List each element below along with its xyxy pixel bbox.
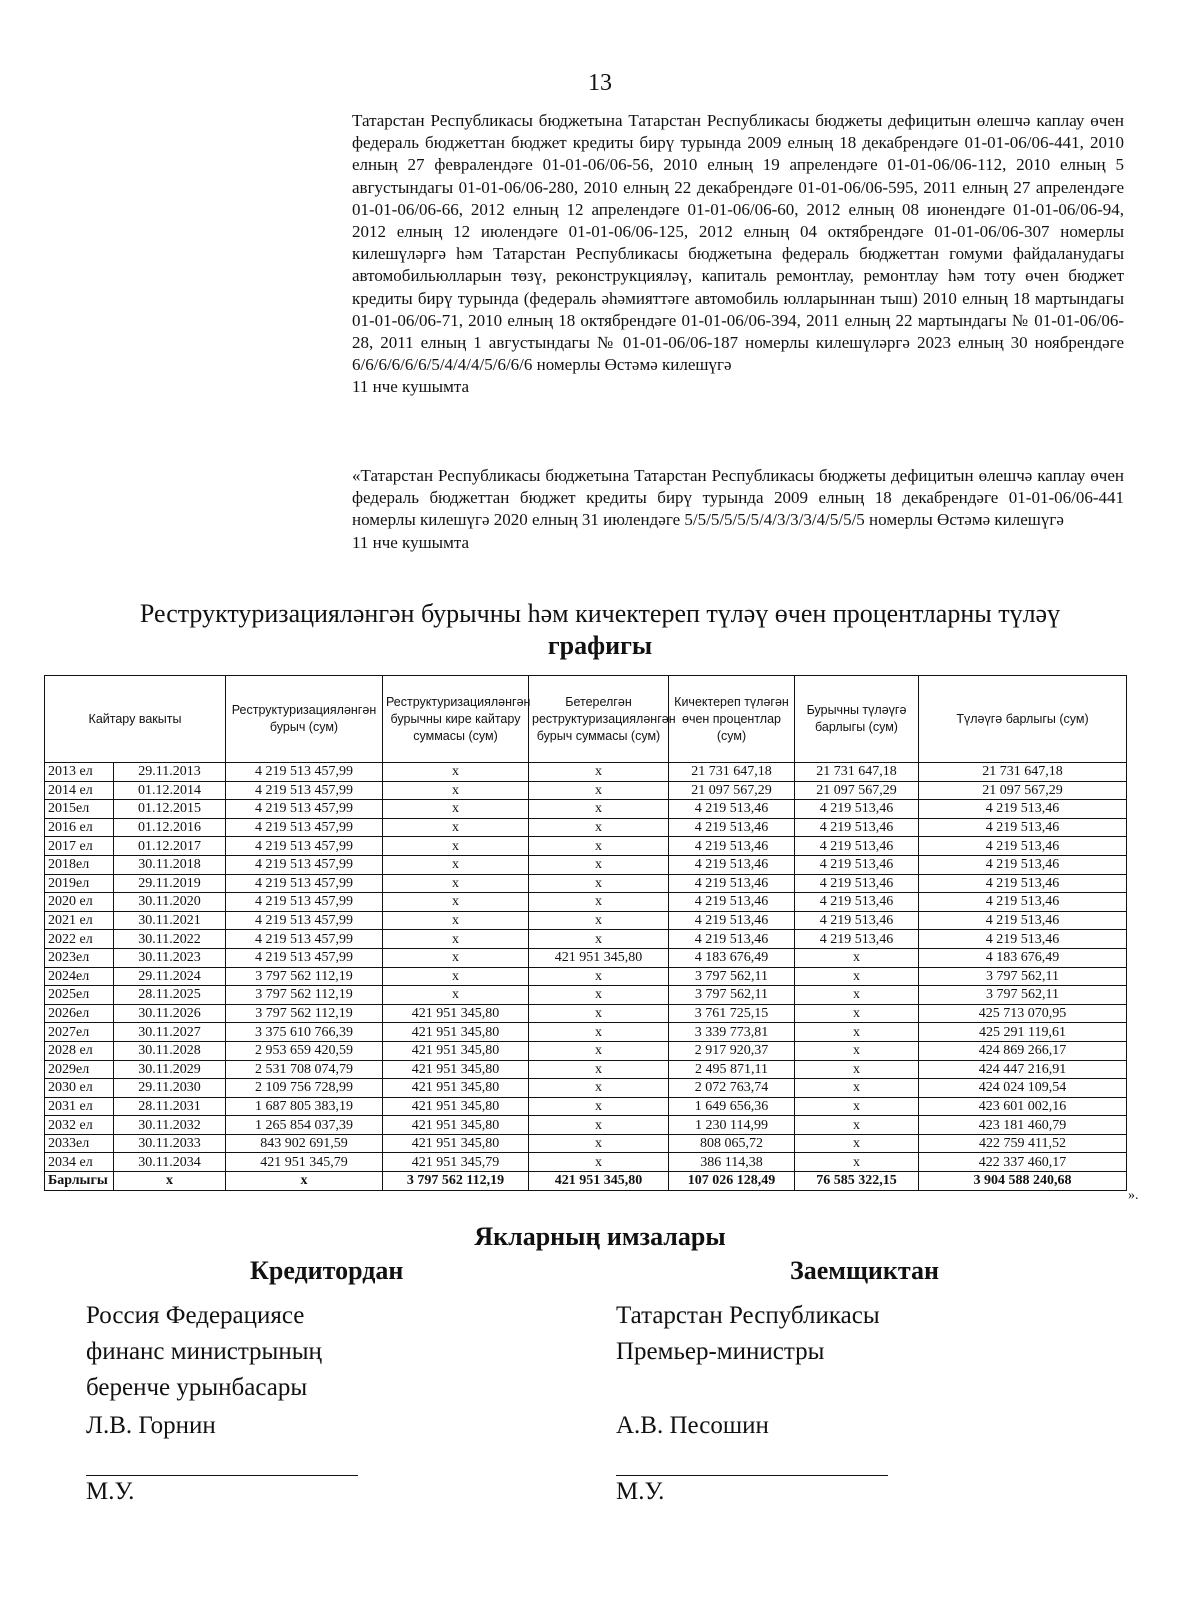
cell-repayment-sum: 421 951 345,79	[383, 1153, 529, 1172]
cell-debt-payment-total: x	[795, 1134, 919, 1153]
closing-quote: ».	[1128, 1188, 1139, 1203]
cell-payment-total: 423 601 002,16	[919, 1097, 1127, 1116]
table-row	[45, 763, 1127, 782]
table-row	[45, 911, 1127, 930]
table-row	[45, 837, 1127, 856]
cell-repayment-sum: x	[383, 837, 529, 856]
preamble-paragraph-1	[352, 110, 1124, 399]
cell-written-off-sum: x	[529, 781, 669, 800]
cell-restructured-debt: 4 219 513 457,99	[226, 781, 383, 800]
creditor-seal-label: М.У.	[86, 1478, 135, 1505]
cell-repayment-sum: x	[383, 893, 529, 912]
cell-date: 30.11.2020	[114, 893, 226, 912]
cell-year: 2021 ел	[45, 911, 114, 930]
header-debt-payment-total: Бурычны түләүгә барлыгы (сум)	[795, 676, 919, 763]
cell-payment-total: 4 219 513,46	[919, 800, 1127, 819]
table-row	[45, 948, 1127, 967]
cell-deferred-interest: 2 495 871,11	[669, 1060, 795, 1079]
cell-restructured-debt: 4 219 513 457,99	[226, 818, 383, 837]
cell-year: 2014 ел	[45, 781, 114, 800]
cell-date: 01.12.2017	[114, 837, 226, 856]
cell-date: 01.12.2014	[114, 781, 226, 800]
cell-year: 2031 ел	[45, 1097, 114, 1116]
header-payment-total: Түләүгә барлыгы (сум)	[919, 676, 1127, 763]
cell-date: 29.11.2024	[114, 967, 226, 986]
cell-deferred-interest: 21 731 647,18	[669, 763, 795, 782]
cell-repayment-sum: x	[383, 855, 529, 874]
cell-date: 30.11.2021	[114, 911, 226, 930]
total-label: Барлыгы	[45, 1172, 114, 1191]
cell-written-off-sum: 421 951 345,80	[529, 948, 669, 967]
cell-deferred-interest: 3 797 562,11	[669, 967, 795, 986]
table-row	[45, 855, 1127, 874]
cell-repayment-sum: x	[383, 763, 529, 782]
cell-debt-payment-total: 21 731 647,18	[795, 763, 919, 782]
cell-restructured-debt: 4 219 513 457,99	[226, 874, 383, 893]
cell-repayment-sum: 421 951 345,80	[383, 1116, 529, 1135]
cell-restructured-debt: 421 951 345,79	[226, 1153, 383, 1172]
cell-date: 30.11.2033	[114, 1134, 226, 1153]
cell-payment-total: 3 797 562,11	[919, 967, 1127, 986]
creditor-heading: Кредитордан	[250, 1256, 404, 1285]
cell-payment-total: 4 219 513,46	[919, 893, 1127, 912]
cell-date: 01.12.2016	[114, 818, 226, 837]
cell-date: 30.11.2029	[114, 1060, 226, 1079]
cell-repayment-sum: x	[383, 967, 529, 986]
table-row	[45, 1153, 1127, 1172]
cell-debt-payment-total: 4 219 513,46	[795, 874, 919, 893]
creditor-organization	[86, 1298, 322, 1406]
cell-payment-total: 424 024 109,54	[919, 1079, 1127, 1098]
cell-debt-payment-total: x	[795, 1060, 919, 1079]
total-cell-payment-total: 3 904 588 240,68	[919, 1172, 1127, 1191]
appendix-label: 11 нче кушымта	[352, 532, 470, 552]
cell-year: 2034 ел	[45, 1153, 114, 1172]
cell-repayment-sum: 421 951 345,80	[383, 1134, 529, 1153]
table-row	[45, 1023, 1127, 1042]
header-return-date: Кайтару вакыты	[45, 676, 226, 763]
cell-restructured-debt: 4 219 513 457,99	[226, 911, 383, 930]
cell-restructured-debt: 1 265 854 037,39	[226, 1116, 383, 1135]
cell-year: 2030 ел	[45, 1079, 114, 1098]
cell-debt-payment-total: x	[795, 1079, 919, 1098]
cell-written-off-sum: x	[529, 911, 669, 930]
cell-year: 2013 ел	[45, 763, 114, 782]
cell-year: 2029ел	[45, 1060, 114, 1079]
page-number: 13	[588, 70, 612, 96]
cell-year: 2024ел	[45, 967, 114, 986]
cell-deferred-interest: 808 065,72	[669, 1134, 795, 1153]
cell-payment-total: 425 291 119,61	[919, 1023, 1127, 1042]
cell-repayment-sum: 421 951 345,80	[383, 1079, 529, 1098]
cell-deferred-interest: 1 649 656,36	[669, 1097, 795, 1116]
cell-repayment-sum: x	[383, 911, 529, 930]
cell-restructured-debt: 4 219 513 457,99	[226, 855, 383, 874]
total-cell-date: x	[114, 1172, 226, 1191]
cell-payment-total: 21 731 647,18	[919, 763, 1127, 782]
cell-payment-total: 4 219 513,46	[919, 837, 1127, 856]
table-row	[45, 1116, 1127, 1135]
cell-deferred-interest: 3 339 773,81	[669, 1023, 795, 1042]
borrower-org-line: Татарстан Республикасы	[616, 1302, 880, 1329]
cell-written-off-sum: x	[529, 967, 669, 986]
cell-payment-total: 4 219 513,46	[919, 911, 1127, 930]
cell-date: 29.11.2013	[114, 763, 226, 782]
cell-deferred-interest: 2 072 763,74	[669, 1079, 795, 1098]
cell-date: 29.11.2019	[114, 874, 226, 893]
cell-repayment-sum: 421 951 345,80	[383, 1041, 529, 1060]
appendix-label: 11 нче кушымта	[352, 377, 470, 397]
cell-payment-total: 3 797 562,11	[919, 986, 1127, 1005]
cell-year: 2033ел	[45, 1134, 114, 1153]
total-cell-deferred-interest: 107 026 128,49	[669, 1172, 795, 1191]
cell-deferred-interest: 2 917 920,37	[669, 1041, 795, 1060]
cell-written-off-sum: x	[529, 1097, 669, 1116]
cell-deferred-interest: 4 219 513,46	[669, 874, 795, 893]
table-row	[45, 893, 1127, 912]
cell-restructured-debt: 1 687 805 383,19	[226, 1097, 383, 1116]
table-row	[45, 781, 1127, 800]
cell-written-off-sum: x	[529, 855, 669, 874]
table-row	[45, 1079, 1127, 1098]
table-row	[45, 967, 1127, 986]
cell-debt-payment-total: 4 219 513,46	[795, 837, 919, 856]
cell-repayment-sum: x	[383, 948, 529, 967]
cell-deferred-interest: 3 797 562,11	[669, 986, 795, 1005]
creditor-org-line: Россия Федерациясе	[86, 1302, 305, 1329]
cell-date: 30.11.2034	[114, 1153, 226, 1172]
cell-payment-total: 4 219 513,46	[919, 874, 1127, 893]
signatures-title: Якларның имзалары	[474, 1222, 726, 1251]
header-written-off-sum: Бетерелгән реструктуризацияләнгән бурыч суммасы (сум)	[529, 676, 669, 763]
cell-restructured-debt: 2 953 659 420,59	[226, 1041, 383, 1060]
cell-repayment-sum: x	[383, 800, 529, 819]
cell-deferred-interest: 3 761 725,15	[669, 1004, 795, 1023]
cell-debt-payment-total: x	[795, 1004, 919, 1023]
cell-year: 2026ел	[45, 1004, 114, 1023]
cell-restructured-debt: 3 375 610 766,39	[226, 1023, 383, 1042]
header-deferred-interest: Кичектереп түләгән өчен процентлар (сум)	[669, 676, 795, 763]
cell-written-off-sum: x	[529, 1004, 669, 1023]
cell-payment-total: 4 219 513,46	[919, 855, 1127, 874]
cell-written-off-sum: x	[529, 930, 669, 949]
cell-repayment-sum: 421 951 345,80	[383, 1060, 529, 1079]
cell-debt-payment-total: x	[795, 1041, 919, 1060]
cell-year: 2018ел	[45, 855, 114, 874]
cell-date: 29.11.2030	[114, 1079, 226, 1098]
cell-debt-payment-total: 4 219 513,46	[795, 911, 919, 930]
cell-year: 2027ел	[45, 1023, 114, 1042]
heading-line-1: Реструктуризацияләнгән бурычны һәм кичектереп түләү өчен процентларны түләү	[139, 599, 1061, 628]
cell-deferred-interest: 21 097 567,29	[669, 781, 795, 800]
cell-written-off-sum: x	[529, 763, 669, 782]
cell-deferred-interest: 386 114,38	[669, 1153, 795, 1172]
cell-written-off-sum: x	[529, 986, 669, 1005]
cell-payment-total: 4 183 676,49	[919, 948, 1127, 967]
cell-date: 30.11.2027	[114, 1023, 226, 1042]
cell-date: 30.11.2018	[114, 855, 226, 874]
cell-payment-total: 422 759 411,52	[919, 1134, 1127, 1153]
table-row	[45, 1060, 1127, 1079]
cell-debt-payment-total: 21 097 567,29	[795, 781, 919, 800]
cell-date: 30.11.2026	[114, 1004, 226, 1023]
cell-year: 2019ел	[45, 874, 114, 893]
creditor-org-line: беренче урынбасары	[86, 1374, 308, 1401]
cell-payment-total: 424 869 266,17	[919, 1041, 1127, 1060]
cell-repayment-sum: x	[383, 874, 529, 893]
cell-payment-total: 425 713 070,95	[919, 1004, 1127, 1023]
cell-restructured-debt: 2 531 708 074,79	[226, 1060, 383, 1079]
cell-written-off-sum: x	[529, 1060, 669, 1079]
cell-payment-total: 423 181 460,79	[919, 1116, 1127, 1135]
creditor-signature-line	[86, 1475, 358, 1476]
cell-deferred-interest: 4 219 513,46	[669, 818, 795, 837]
cell-written-off-sum: x	[529, 837, 669, 856]
table-row	[45, 874, 1127, 893]
table-row	[45, 800, 1127, 819]
borrower-signatory-name: А.В. Песошин	[616, 1412, 769, 1439]
cell-year: 2022 ел	[45, 930, 114, 949]
cell-written-off-sum: x	[529, 893, 669, 912]
creditor-org-line: финанс министрының	[86, 1338, 322, 1365]
cell-repayment-sum: 421 951 345,80	[383, 1097, 529, 1116]
cell-deferred-interest: 4 219 513,46	[669, 930, 795, 949]
preamble-text: «Татарстан Республикасы бюджетына Татарстан Республикасы бюджеты дефицитын өлешчә каплау өчен федераль бюджеттан бюджет кредиты бирү турында 2009 елның 18 декабрендәге 01-01-06/06-441 номерлы килешүгә 2020 елның 31 июлендәге 5/5/5/5/5/5/4/3/3/3/4/5/5/5 номерлы Өстәмә килешүгә	[352, 466, 1124, 530]
cell-year: 2025ел	[45, 986, 114, 1005]
cell-restructured-debt: 3 797 562 112,19	[226, 967, 383, 986]
cell-written-off-sum: x	[529, 818, 669, 837]
cell-payment-total: 422 337 460,17	[919, 1153, 1127, 1172]
cell-year: 2028 ел	[45, 1041, 114, 1060]
payment-schedule-table	[44, 675, 1127, 1191]
cell-restructured-debt: 4 219 513 457,99	[226, 800, 383, 819]
cell-year: 2017 ел	[45, 837, 114, 856]
header-repayment-sum: Реструктуризацияләнгән бурычны кире кайтару суммасы (сум)	[383, 676, 529, 763]
preamble-text: Татарстан Республикасы бюджетына Татарстан Республикасы бюджеты дефицитын өлешчә каплау өчен федераль бюджеттан бюджет кредиты бирү турында 2009 елның 18 декабрендәге 01-01-06/06-441, 2010 елның 27 февралендәге 01-01-06/06-56, 2010 елның 19 апрелендәге 01-01-06/06-112, 2010 елның 5 августындагы 01-01-06/06-280, 2010 елның 22 декабрендәге 01-01-06/06-595, 2011 елның 27 апрелендәге 01-01-06/06-66, 2012 елның 12 апрелендәге 01-01-06/06-60, 2012 елның 08 июнендәге 01-01-06/06-94, 2012 елның 12 июлендәге 01-01-06/06-125, 2012 елның 04 октябрендәге 01-01-06/06-307 номерлы килешүләргә һәм Татарстан Республикасы бюджетына федераль бюджеттан гомуми файдаланудагы автомобильюлларын төзү, реконструкцияләү, капиталь ремонтлау, ремонтлау һәм тоту өчен бюджет кредиты бирү турында (федераль әһәмияттәге автомобиль юлларыннан тыш) 2010 елның 18 мартындагы 01-01-06/06-71, 2010 елның 18 октябрендәге 01-01-06/06-394, 2011 елның 22 мартындагы № 01-01-06/06-28, 2011 елның 1 августындагы № 01-01-06/06-187 номерлы килешүләргә 2023 елның 30 ноябрендәге 6/6/6/6/6/6/5/4/4/4/5/6/6/6 номерлы Өстәмә килешүгә	[352, 111, 1124, 375]
borrower-heading: Заемщиктан	[790, 1256, 939, 1285]
cell-date: 28.11.2031	[114, 1097, 226, 1116]
borrower-org-line: Премьер-министры	[616, 1338, 825, 1365]
cell-written-off-sum: x	[529, 1041, 669, 1060]
cell-repayment-sum: x	[383, 818, 529, 837]
cell-repayment-sum: 421 951 345,80	[383, 1004, 529, 1023]
cell-year: 2032 ел	[45, 1116, 114, 1135]
cell-year: 2023ел	[45, 948, 114, 967]
cell-debt-payment-total: x	[795, 1097, 919, 1116]
cell-payment-total: 4 219 513,46	[919, 930, 1127, 949]
table-row	[45, 1004, 1127, 1023]
table-header-row	[45, 676, 1127, 763]
cell-payment-total: 424 447 216,91	[919, 1060, 1127, 1079]
cell-deferred-interest: 1 230 114,99	[669, 1116, 795, 1135]
cell-written-off-sum: x	[529, 1023, 669, 1042]
borrower-seal-label: М.У.	[616, 1478, 665, 1505]
cell-date: 30.11.2028	[114, 1041, 226, 1060]
cell-debt-payment-total: 4 219 513,46	[795, 930, 919, 949]
creditor-signatory-name: Л.В. Горнин	[86, 1412, 216, 1439]
cell-debt-payment-total: x	[795, 1153, 919, 1172]
cell-payment-total: 21 097 567,29	[919, 781, 1127, 800]
cell-written-off-sum: x	[529, 800, 669, 819]
cell-debt-payment-total: x	[795, 1023, 919, 1042]
table-row	[45, 986, 1127, 1005]
cell-deferred-interest: 4 219 513,46	[669, 800, 795, 819]
cell-restructured-debt: 4 219 513 457,99	[226, 893, 383, 912]
cell-restructured-debt: 4 219 513 457,99	[226, 837, 383, 856]
cell-date: 01.12.2015	[114, 800, 226, 819]
total-cell-written-off-sum: 421 951 345,80	[529, 1172, 669, 1191]
cell-year: 2015ел	[45, 800, 114, 819]
cell-restructured-debt: 3 797 562 112,19	[226, 986, 383, 1005]
cell-written-off-sum: x	[529, 1079, 669, 1098]
cell-debt-payment-total: 4 219 513,46	[795, 800, 919, 819]
cell-debt-payment-total: x	[795, 967, 919, 986]
cell-date: 28.11.2025	[114, 986, 226, 1005]
cell-deferred-interest: 4 183 676,49	[669, 948, 795, 967]
table-row	[45, 1041, 1127, 1060]
cell-restructured-debt: 4 219 513 457,99	[226, 763, 383, 782]
header-restructured-debt: Реструктуризацияләнгән бурыч (сум)	[226, 676, 383, 763]
cell-date: 30.11.2032	[114, 1116, 226, 1135]
cell-restructured-debt: 3 797 562 112,19	[226, 1004, 383, 1023]
cell-restructured-debt: 2 109 756 728,99	[226, 1079, 383, 1098]
table-row	[45, 1097, 1127, 1116]
table-total-row	[45, 1172, 1127, 1191]
cell-restructured-debt: 4 219 513 457,99	[226, 930, 383, 949]
cell-repayment-sum: x	[383, 930, 529, 949]
table-row	[45, 930, 1127, 949]
cell-repayment-sum: x	[383, 781, 529, 800]
cell-debt-payment-total: x	[795, 1116, 919, 1135]
cell-deferred-interest: 4 219 513,46	[669, 893, 795, 912]
cell-written-off-sum: x	[529, 874, 669, 893]
preamble-paragraph-2	[352, 465, 1124, 554]
schedule-heading	[60, 598, 1140, 662]
cell-deferred-interest: 4 219 513,46	[669, 855, 795, 874]
total-cell-repayment-sum: 3 797 562 112,19	[383, 1172, 529, 1191]
total-cell-restructured-debt: x	[226, 1172, 383, 1191]
total-cell-debt-payment-total: 76 585 322,15	[795, 1172, 919, 1191]
cell-debt-payment-total: 4 219 513,46	[795, 855, 919, 874]
table-row	[45, 1134, 1127, 1153]
borrower-signature-line	[616, 1475, 888, 1476]
cell-restructured-debt: 4 219 513 457,99	[226, 948, 383, 967]
cell-debt-payment-total: x	[795, 986, 919, 1005]
cell-written-off-sum: x	[529, 1134, 669, 1153]
borrower-organization	[616, 1298, 880, 1370]
cell-written-off-sum: x	[529, 1116, 669, 1135]
cell-debt-payment-total: x	[795, 948, 919, 967]
cell-deferred-interest: 4 219 513,46	[669, 837, 795, 856]
cell-deferred-interest: 4 219 513,46	[669, 911, 795, 930]
cell-debt-payment-total: 4 219 513,46	[795, 893, 919, 912]
cell-repayment-sum: x	[383, 986, 529, 1005]
cell-payment-total: 4 219 513,46	[919, 818, 1127, 837]
cell-date: 30.11.2023	[114, 948, 226, 967]
cell-date: 30.11.2022	[114, 930, 226, 949]
cell-written-off-sum: x	[529, 1153, 669, 1172]
table-row	[45, 818, 1127, 837]
cell-year: 2016 ел	[45, 818, 114, 837]
cell-repayment-sum: 421 951 345,80	[383, 1023, 529, 1042]
cell-year: 2020 ел	[45, 893, 114, 912]
cell-restructured-debt: 843 902 691,59	[226, 1134, 383, 1153]
heading-line-2: графигы	[547, 631, 653, 660]
cell-debt-payment-total: 4 219 513,46	[795, 818, 919, 837]
